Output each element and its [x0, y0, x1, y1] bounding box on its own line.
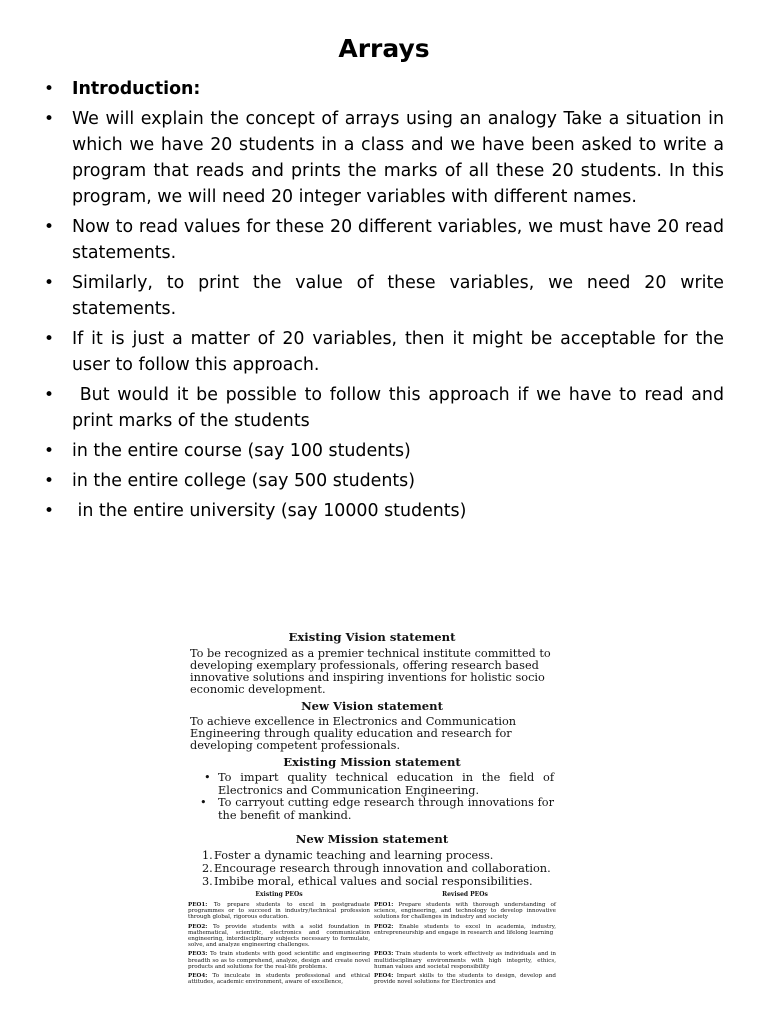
bullet-dot-icon: •: [44, 471, 55, 491]
peo-revised-cell: PEO4: Impart skills to the students to design, develop and provide novel solutions for Electronics and: [374, 973, 557, 986]
existing-mission-item: • To impart quality technical education in the field of Electronics and Communication Engineering.: [204, 771, 554, 797]
bullet-item: [44, 326, 724, 378]
bullet-dot-icon: •: [200, 796, 207, 809]
peo-table-row: [186, 973, 558, 985]
peo-table-row: [186, 951, 558, 970]
peo-existing-cell: PEO3: To train students with good scientific and engineering breadth so as to comprehend, analyze, design and create novel products and solutions for the real-life problems.: [188, 951, 370, 970]
peo-header-revised: Revised PEOs: [442, 891, 488, 898]
bullet-text: in the entire college (say 500 students): [72, 471, 416, 491]
peo-revised-cell: PEO3: Train students to work effectively as individuals and in multidisciplinary environments with high integrity, ethics, human values and societal responsibility: [374, 951, 556, 970]
bullet-item: [44, 214, 724, 266]
bullet-dot-icon: •: [44, 501, 55, 521]
new-mission-heading: New Mission statement: [295, 832, 449, 846]
peo-header-existing: Existing PEOs: [255, 891, 303, 898]
bullet-item: [44, 468, 724, 494]
existing-vision-heading: Existing Vision statement: [288, 630, 456, 644]
bullet-item: [44, 106, 724, 210]
bullet-text-introduction: Introduction:: [72, 79, 201, 99]
bullet-dot-icon: •: [44, 329, 55, 349]
new-mission-item: 2. Encourage research through innovation and collaboration.: [202, 862, 551, 875]
peo-table-row: [186, 924, 558, 949]
existing-mission-item: • To carryout cutting edge research through innovations for the benefit of mankind.: [200, 796, 554, 822]
bullet-text: If it is just a matter of 20 variables, then it might be acceptable for the user to follow this approach.: [72, 329, 724, 375]
bullet-item: [44, 270, 724, 322]
new-mission-item: 1. Foster a dynamic teaching and learning process.: [202, 849, 494, 862]
bullet-text: in the entire course (say 100 students): [72, 441, 411, 461]
page-title: Arrays: [338, 34, 430, 63]
new-mission-item: 3. Imbibe moral, ethical values and social responsibilities.: [202, 875, 533, 888]
bullet-dot-icon: •: [204, 771, 211, 784]
bullet-text: Now to read values for these 20 different variables, we must have 20 read statements.: [72, 217, 724, 263]
peo-existing-cell: PEO2: To provide students with a solid foundation in mathematical, scientific, electronics and communication engineering, interdisciplinary subjects necessary to formulate, solve, and analyze engineering challenges.: [188, 923, 370, 949]
existing-mission-list: [186, 772, 558, 822]
bullet-text: Similarly, to print the value of these variables, we need 20 write statements.: [72, 273, 724, 319]
bullet-item: [44, 76, 724, 102]
bullet-text: We will explain the concept of arrays using an analogy Take a situation in which we have 20 students in a class and we have been asked to write a program that reads and prints the marks of all these 20 students. In this program, we will need 20 integer variables with different names.: [72, 109, 724, 207]
bullet-text: in the entire university (say 10000 students): [72, 501, 467, 521]
existing-mission-heading: Existing Mission statement: [283, 755, 461, 769]
bullet-item: [44, 382, 730, 434]
scanned-document-image: [186, 627, 558, 1024]
new-mission-list: [186, 849, 558, 888]
bullet-dot-icon: •: [44, 385, 55, 405]
existing-vision-text: To be recognized as a premier technical institute committed to developing exemplary professionals, offering research based innovative solutions and inspiring inventions for holistic socio economic development.: [190, 647, 551, 696]
bullet-dot-icon: •: [44, 273, 55, 293]
bullet-item: [44, 498, 724, 524]
new-vision-heading: New Vision statement: [301, 699, 443, 713]
peo-table-header: [186, 891, 558, 899]
bullet-dot-icon: •: [44, 109, 55, 129]
peo-revised-cell: PEO2: Enable students to excel in academia, industry, entrepreneurship and engage in research and lifelong learning: [374, 923, 556, 936]
peo-existing-cell: PEO1: To prepare students to excel in postgraduate programmes or to succeed in industry/technical profession through global, rigorous education.: [188, 902, 370, 921]
bullet-dot-icon: •: [44, 441, 55, 461]
bullet-dot-icon: •: [44, 217, 55, 237]
peo-table-row: [186, 902, 558, 921]
bullet-item: [44, 438, 724, 464]
peo-existing-cell: PEO4: To inculcate in students professional and ethical attitudes, academic environment, aware of excellence,: [188, 973, 371, 986]
peo-revised-cell: PEO1: Prepare students with thorough understanding of science, engineering, and technology to develop innovative solutions for challenges in industry and society: [374, 902, 556, 921]
bullet-text: But would it be possible to follow this approach if we have to read and print marks of the students: [72, 385, 730, 431]
bullet-list: [44, 76, 730, 528]
new-vision-text: To achieve excellence in Electronics and Communication Engineering through quality education and research for developing competent professionals.: [190, 715, 517, 752]
bullet-dot-icon: •: [44, 79, 55, 99]
